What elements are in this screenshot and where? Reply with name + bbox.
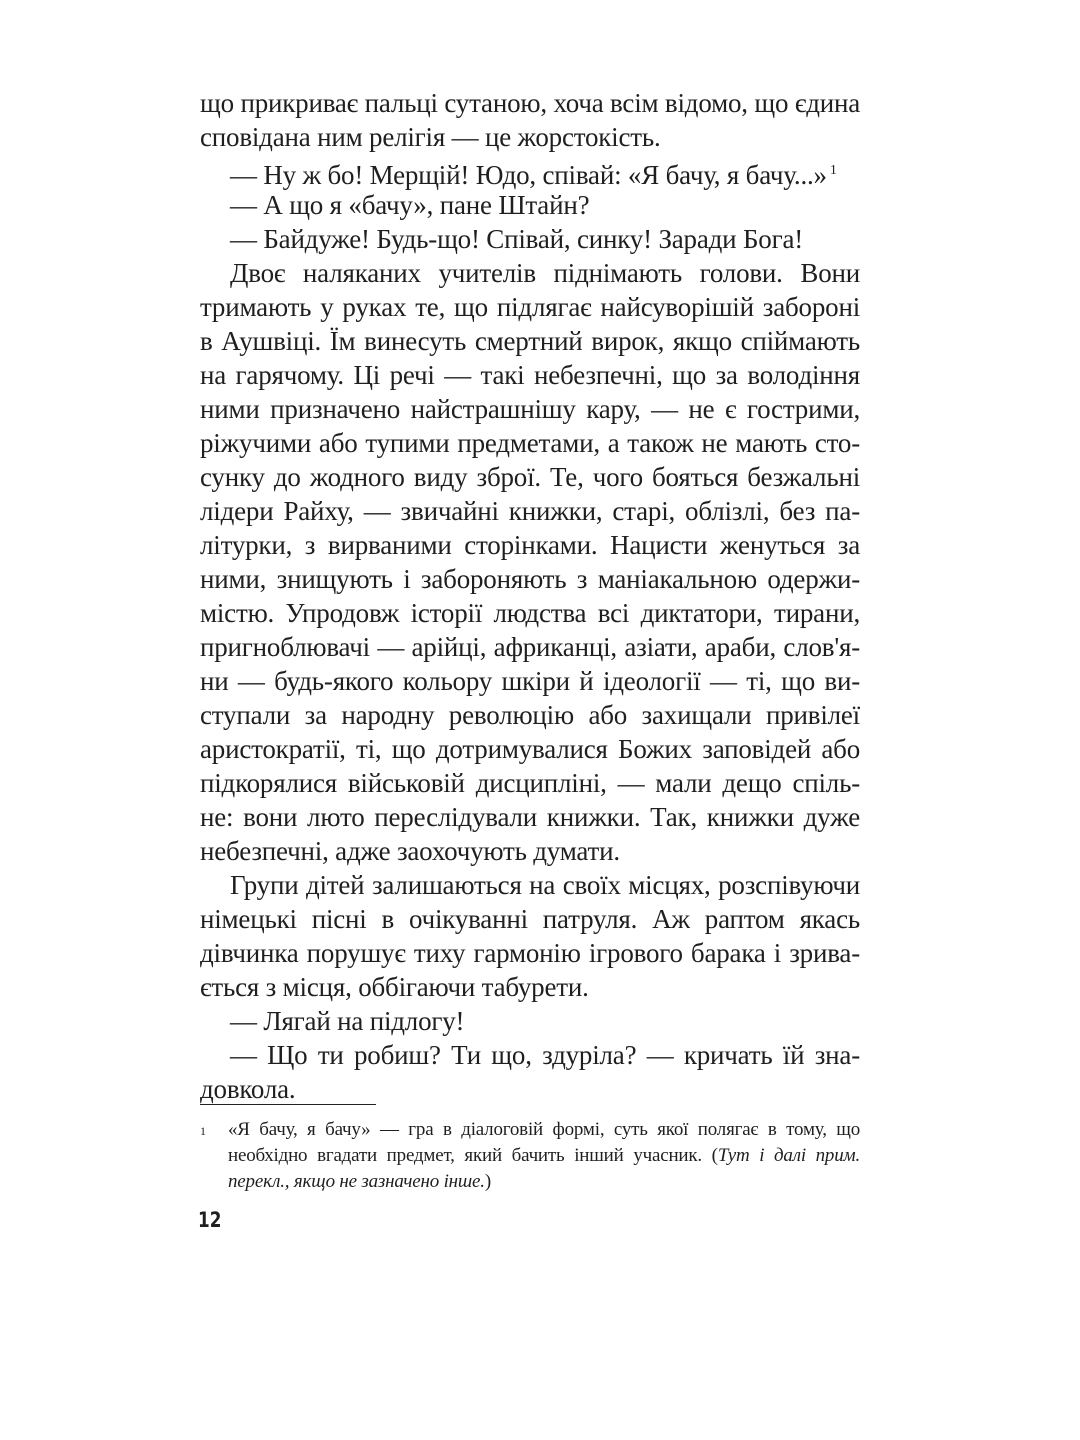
text-line: — Що ти робиш? Ти що, здуріла? — кричать їй зна- <box>230 1040 860 1070</box>
text-line: ється з місця, оббігаючи табурети. <box>200 972 589 1002</box>
text-line: на гарячому. Ці речі — такі небезпечні, що за володіння <box>200 360 860 390</box>
text-line: що прикриває пальці сутаною, хоча всім відомо, що єдина <box>200 88 861 118</box>
text-line: ними, знищують і забороняють з маніакальною одержи- <box>200 564 860 594</box>
text-line: літурки, з вирваними сторінками. Нацисти женуться за <box>200 530 860 560</box>
text-line <box>230 154 860 188</box>
footnote-line <box>228 1169 860 1195</box>
text-line: небезпечні, адже заохочують думати. <box>200 836 620 866</box>
text-line: — Байдуже! Будь-що! Співай, синку! Заради Бога! <box>230 224 804 254</box>
text-line: ступали за народну революцію або захищали привілеї <box>200 700 860 730</box>
footnote-italic-text: перекл., якщо не зазначено інше. <box>228 1171 485 1192</box>
text-line: підкорялися військовій дисципліні, — мали дещо спіль- <box>200 768 860 798</box>
text-line: ни — будь-якого кольору шкіри й ідеології — ті, що ви- <box>200 666 860 696</box>
text-line: — Лягай на підлогу! <box>230 1006 465 1036</box>
page-number: 12 <box>198 1208 222 1232</box>
text-line: лідери Райху, — звичайні книжки, старі, облізлі, без па- <box>200 496 860 526</box>
footnote-line <box>228 1143 860 1169</box>
text-line: Групи дітей залишаються на своїх місцях, розспівуючи <box>230 870 860 900</box>
text-line: ріжучими або тупими предметами, а також не мають сто- <box>200 428 860 458</box>
text-line: сповідана ним релігія — це жорстокість. <box>200 122 661 152</box>
footnote-number: 1 <box>200 1124 206 1138</box>
text-line: тримають у руках те, що підлягає найсуворішій забороні <box>200 292 860 322</box>
dialogue-text: — Ну ж бо! Мерщій! Юдо, співай: «Я бачу, я бачу...» <box>230 160 827 190</box>
footnote-line: «Я бачу, я бачу» — гра в діалоговій формі, суть якої полягає в тому, що <box>228 1119 860 1140</box>
text-line: пригноблювачі — арійці, африканці, азіати, араби, слов'я- <box>200 632 860 662</box>
text-line: дівчинка порушує тиху гармонію ігрового барака і зрива- <box>200 938 860 968</box>
text-line: — А що я «бачу», пане Штайн? <box>230 190 590 220</box>
text-line: довкола. <box>200 1074 296 1104</box>
text-line: сунку до жодного виду зброї. Те, чого бояться безжальні <box>200 462 860 492</box>
footnote-reference: 1 <box>829 163 837 178</box>
footnote-italic-text: Тут і далі прим. <box>717 1145 860 1166</box>
text-line: німецькі пісні в очікуванні патруля. Аж раптом якась <box>200 904 860 934</box>
text-line: аристократії, ті, що дотримувалися Божих заповідей або <box>200 734 860 764</box>
text-line: Двоє наляканих учителів піднімають голови. Вони <box>230 258 860 288</box>
footnote-text: ) <box>484 1171 491 1192</box>
footnote-divider <box>200 1104 376 1105</box>
text-line: містю. Упродовж історії людства всі диктатори, тирани, <box>200 598 860 628</box>
text-line: не: вони люто переслідували книжки. Так, книжки дуже <box>200 802 860 832</box>
text-line: ними призначено найстрашнішу кару, — не є гострими, <box>200 394 860 424</box>
text-line: в Аушвіці. Їм винесуть смертний вирок, якщо спіймають <box>200 326 860 356</box>
footnote-text: необхідно вгадати предмет, який бачить інший учасник. ( <box>228 1145 718 1166</box>
